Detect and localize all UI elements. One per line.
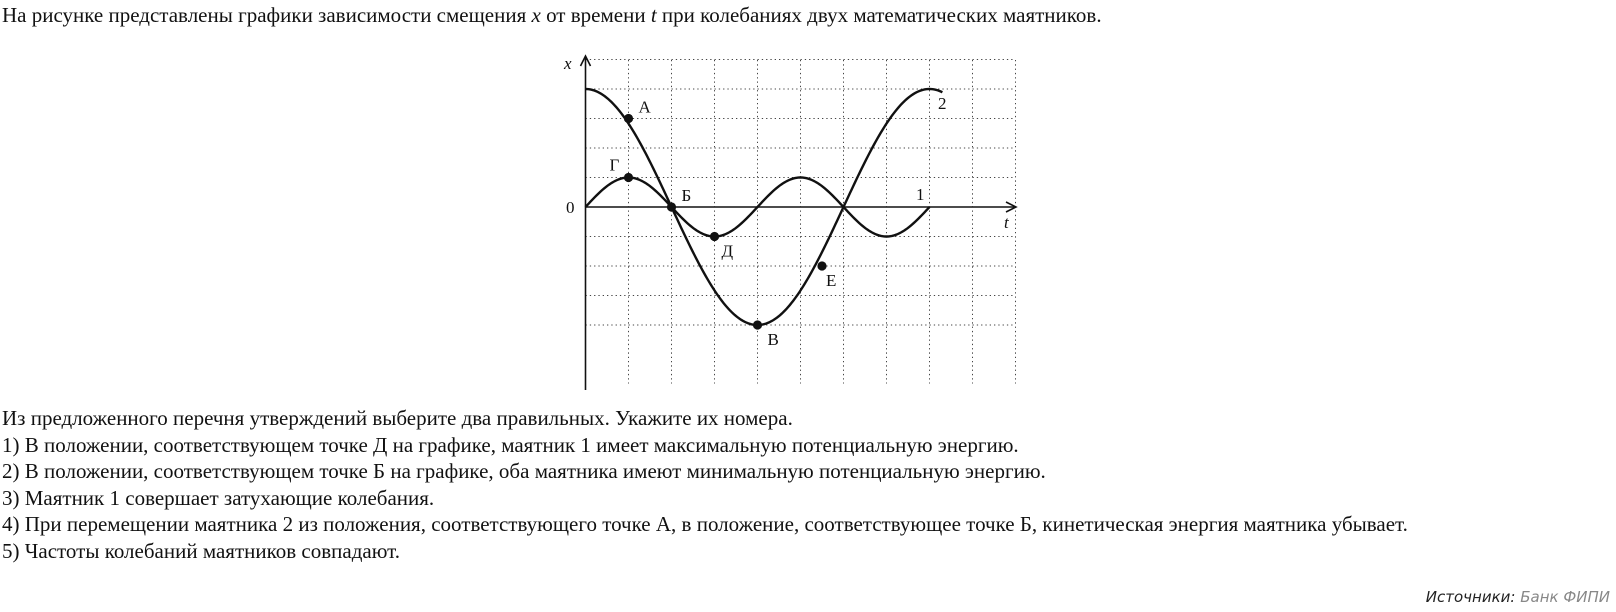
statement-4: 4) При перемещении маятника 2 из положения, соответствующего точке А, в положение, соответствующее точке Б, кинетическая энергия маятника убывает. <box>2 512 1408 536</box>
marked-points <box>610 98 837 350</box>
curve-2-label: 2 <box>938 94 947 113</box>
source-footer <box>1426 587 1610 607</box>
point-label-Б: Б <box>681 186 692 205</box>
point-label-Е: Е <box>826 271 837 290</box>
point-Г <box>624 173 633 182</box>
source-label: Источники: <box>1425 588 1516 606</box>
intro-text-1: На рисунке представлены графики зависимости смещения <box>2 3 532 27</box>
point-В <box>753 320 762 329</box>
curve-1-label: 1 <box>916 185 925 204</box>
point-Б <box>667 202 676 211</box>
point-Д <box>710 232 719 241</box>
statement-2: 2) В положении, соответствующем точке Б на графике, оба маятника имеют минимальную потенциальную энергию. <box>2 459 1046 483</box>
point-Е <box>817 261 826 270</box>
point-label-Д: Д <box>721 241 734 261</box>
x-axis-label: t <box>1004 213 1009 232</box>
questions-prompt: Из предложенного перечня утверждений выберите два правильных. Укажите их номера. <box>2 406 793 430</box>
var-t: t <box>650 3 657 27</box>
point-А <box>624 114 633 123</box>
statement-3: 3) Маятник 1 совершает затухающие колебания. <box>2 485 435 510</box>
problem-intro <box>2 0 1102 30</box>
point-label-В: В <box>767 330 779 349</box>
source-link[interactable]: Банк ФИПИ <box>1520 588 1610 606</box>
point-label-Г: Г <box>609 155 620 175</box>
origin-label: 0 <box>566 198 575 217</box>
oscillation-graph <box>560 48 1060 404</box>
questions <box>2 405 1408 564</box>
statement-5: 5) Частоты колебаний маятников совпадают. <box>2 538 400 563</box>
statement-1: 1) В положении, соответствующем точке Д на графике, маятник 1 имеет максимальную потенциальную энергию. <box>2 432 1019 457</box>
var-x: x <box>531 3 541 27</box>
graph-svg <box>560 48 1060 404</box>
intro-text-2: от времени <box>540 3 651 27</box>
point-label-А: А <box>638 97 651 117</box>
intro-text-3: при колебаниях двух математических маятников. <box>656 3 1102 27</box>
y-axis-label: x <box>564 54 572 73</box>
